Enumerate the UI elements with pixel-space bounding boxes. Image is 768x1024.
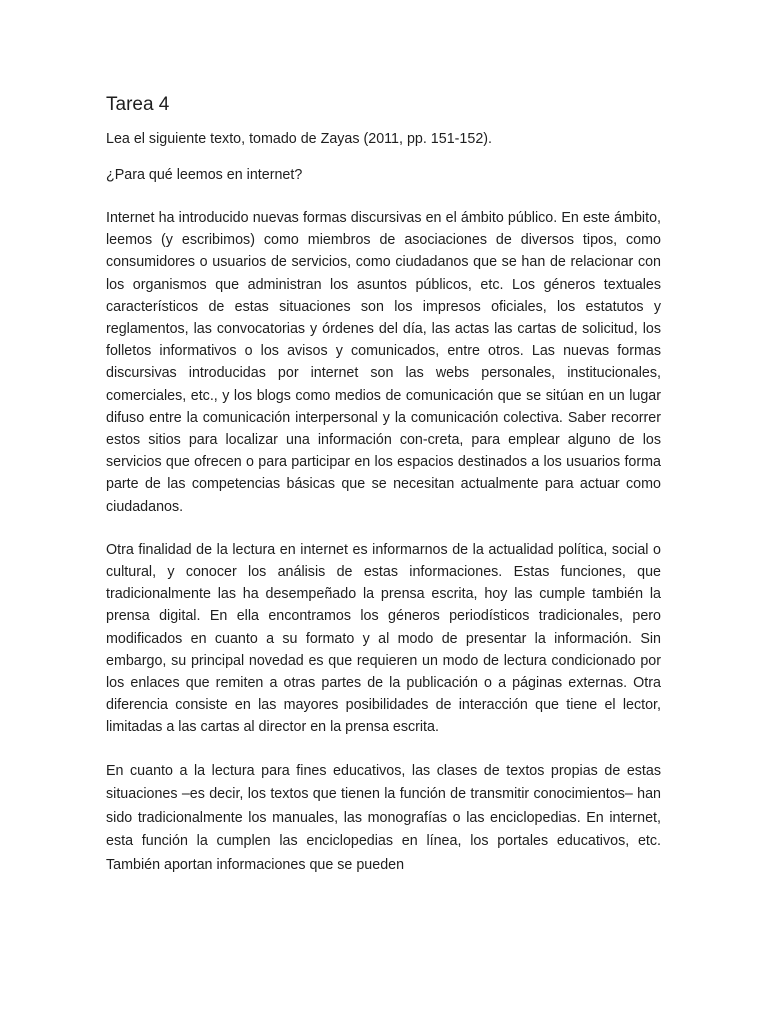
paragraph-1: Internet ha introducido nuevas formas discursivas en el ámbito público. En este ámbito, leemos (y escribimos) como miembros de asociaciones de diversos tipos, como consumidores o usuarios de servicios, como ciudadanos que se han de relacionar con los organismos que administran los asuntos públicos, etc. Los géneros textuales característicos de estas situaciones son los impresos oficiales, los estatutos y reglamentos, las convocatorias y órdenes del día, las actas las cartas de solicitud, los folletos informativos o los avisos y comunicados, entre otros. Las nuevas formas discursivas introducidas por internet son las webs personales, institucionales, comerciales, etc., y los blogs como medios de comunicación que se sitúan en un lugar difuso entre la comunicación interpersonal y la comunicación colectiva. Saber recorrer estos sitios para localizar una información con-creta, para emplear alguno de los servicios que ofrecen o para participar en los espacios destinados a los usuarios forma parte de las competencias básicas que se necesitan actualmente para actuar como ciudadanos.: [106, 210, 661, 515]
intro-line: Lea el siguiente texto, tomado de Zayas (2011, pp. 151-152).: [106, 131, 493, 147]
paragraph-2: Otra finalidad de la lectura en internet es informarnos de la actualidad política, social o cultural, y conocer los análisis de estas informaciones. Estas funciones, que tradicionalmente las ha desempeñado la prensa escrita, hoy las cumple también la prensa digital. En ella encontramos los géneros periodísticos tradicionales, pero modificados en cuanto a su formato y al modo de presentar la información. Sin embargo, su principal novedad es que requieren un modo de lectura condicionado por los enlaces que remiten a otras partes de la publicación o a páginas externas. Otra diferencia consiste en las mayores posibilidades de interacción que tiene el lector, limitadas a las cartas al director en la prensa escrita.: [106, 541, 661, 736]
section-heading: ¿Para qué leemos en internet?: [106, 167, 303, 183]
document-page: [106, 92, 661, 898]
paragraph-3: En cuanto a la lectura para fines educativos, las clases de textos propias de estas situaciones –es decir, los textos que tienen la función de transmitir conocimientos– han sido tradicionalmente los manuales, las monografías o las enciclopedias. En internet, esta función la cumplen las enciclopedias en línea, los portales educativos, etc. También aportan informaciones que se pueden: [106, 762, 661, 873]
document-title: Tarea 4: [106, 94, 170, 115]
